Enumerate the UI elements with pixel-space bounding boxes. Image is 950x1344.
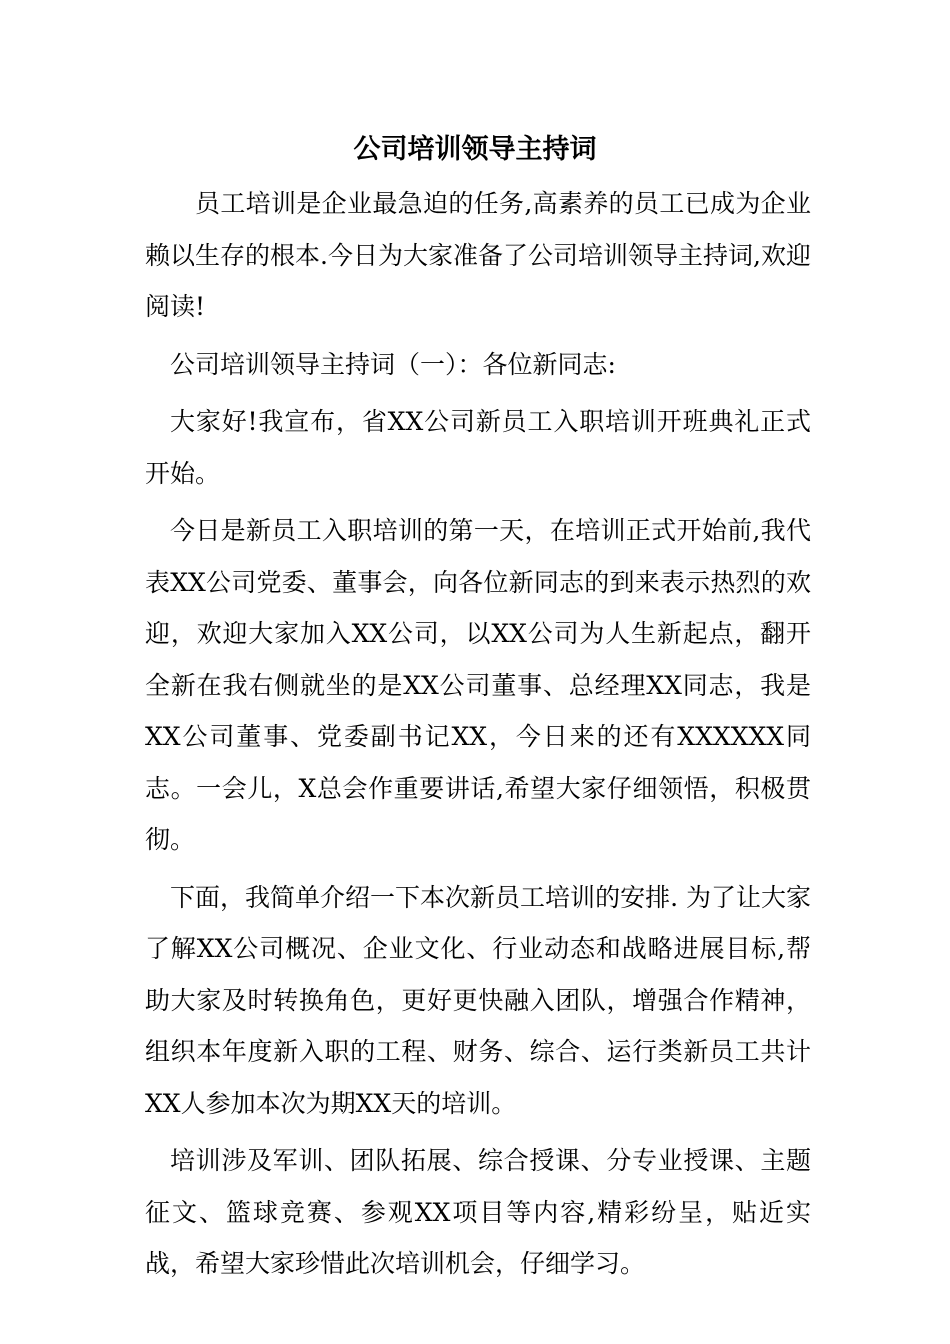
paragraph-arrangement: 下面，我简单介绍一下本次新员工培训的安排. 为了让大家了解XX公司概况、企业文化、行业动态和战略进展目标,帮助大家及时转换角色，更好更快融入团队，增强合作精神，组织本年度新入职的工程、财务、综合、运行类新员工共计XX人参加本次为期XX天的培训。: [145, 882, 811, 1118]
paragraph-welcome: 今日是新员工入职培训的第一天，在培训正式开始前,我代表XX公司党委、董事会，向各位新同志的到来表示热烈的欢迎，欢迎大家加入XX公司，以XX公司为人生新起点，翻开全新在我右侧就坐的是XX公司董事、总经理XX同志，我是XX公司董事、党委副书记XX，今日来的还有XXXXXX同志。一会儿，X总会作重要讲话,希望大家仔细领悟，积极贯彻。: [145, 516, 811, 854]
paragraph-intro: 员工培训是企业最急迫的任务,高素养的员工已成为企业赖以生存的根本.今日为大家准备了公司培训领导主持词,欢迎阅读!: [145, 189, 811, 321]
paragraph-opening: 大家好!我宣布，省XX公司新员工入职培训开班典礼正式开始。: [145, 407, 811, 488]
paragraph-salutation: 公司培训领导主持词（一）：各位新同志:: [170, 349, 616, 379]
document-title: 公司培训领导主持词: [353, 134, 597, 165]
paragraph-content: 培训涉及军训、团队拓展、综合授课、分专业授课、主题征文、篮球竞赛、参观XX项目等内容,精彩纷呈，贴近实战，希望大家珍惜此次培训机会，仔细学习。: [145, 1146, 811, 1278]
document-body: [145, 178, 811, 1290]
